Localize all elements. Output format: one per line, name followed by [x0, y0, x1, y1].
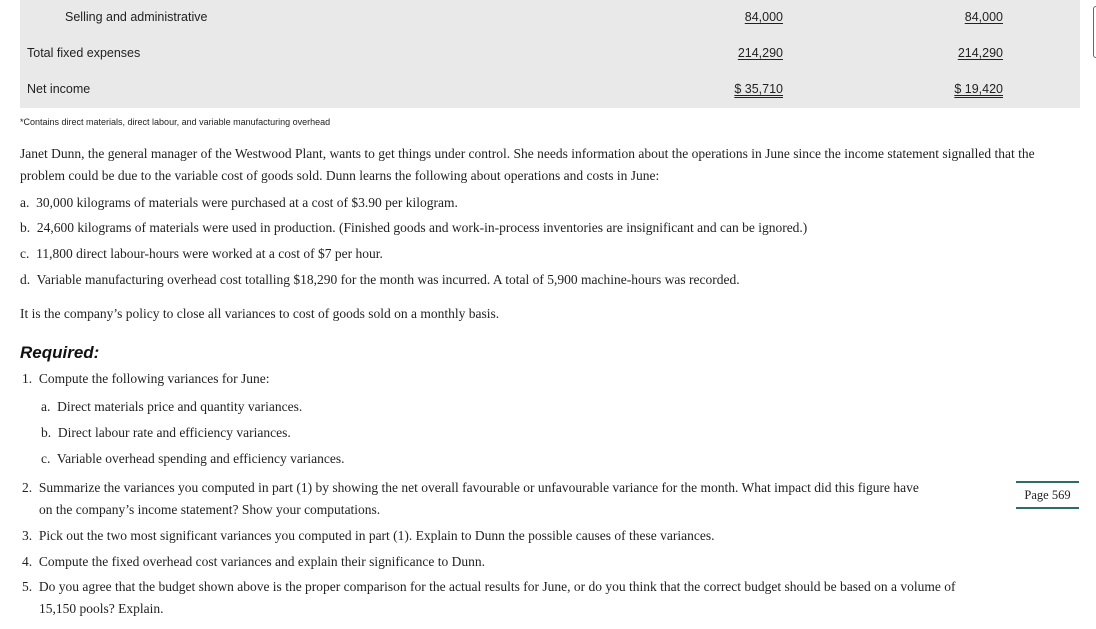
- row-value-budget: 84,000: [744, 10, 783, 24]
- item-text: 30,000 kilograms of materials were purchased at a cost of $3.90 per kilogram.: [36, 195, 458, 210]
- question-3: [22, 528, 714, 544]
- question-5: [22, 579, 956, 595]
- item-text: 24,600 kilograms of materials were used in production. (Finished goods and work-in-process inventories are insignificant and can be ignored.): [36, 220, 808, 235]
- item-text: 11,800 direct labour-hours were worked at a cost of $7 per hour.: [36, 246, 383, 261]
- question-text: Do you agree that the budget shown above is the proper comparison for the actual results for June, or do you think that the correct budget should be based on a volume of: [38, 579, 956, 594]
- question-text: Summarize the variances you computed in part (1) by showing the net overall favourable or unfavourable variance for the month. What impact did this figure have: [38, 480, 919, 495]
- row-label: Net income: [27, 82, 91, 96]
- intro-paragraph: Janet Dunn, the general manager of the Westwood Plant, wants to get things under control. She needs information about the operations in June since the income statement signalled that the problem could be due to the variable cost of goods sold. Dunn learns the following about operations and costs in June:: [20, 146, 1035, 183]
- sub-question-b: [41, 425, 291, 441]
- item-marker: a.: [20, 195, 30, 210]
- item-marker: b.: [20, 220, 31, 235]
- income-statement-table: [20, 0, 1080, 108]
- question-number: 2.: [22, 480, 33, 495]
- sub-marker: a.: [41, 399, 51, 414]
- list-item: [20, 220, 807, 236]
- question-number: 3.: [22, 528, 33, 543]
- list-item: [20, 272, 740, 288]
- policy-paragraph: It is the company’s policy to close all variances to cost of goods sold on a monthly basis.: [20, 306, 500, 321]
- table-row-net-income: [20, 72, 1080, 108]
- question-number: 4.: [22, 554, 33, 569]
- row-value-budget: 214,290: [737, 46, 783, 60]
- list-item: [20, 195, 458, 211]
- sub-text: Direct materials price and quantity variances.: [57, 399, 303, 414]
- sub-marker: b.: [41, 425, 52, 440]
- item-marker: c.: [20, 246, 30, 261]
- sub-text: Variable overhead spending and efficiency variances.: [56, 451, 345, 466]
- row-label: Selling and administrative: [65, 10, 208, 24]
- table-row-selling-admin: [20, 0, 1080, 36]
- sub-question-c: [41, 451, 345, 467]
- question-text: Compute the fixed overhead cost variances and explain their significance to Dunn.: [38, 554, 485, 569]
- question-2-continued: on the company’s income statement? Show your computations.: [39, 502, 381, 517]
- list-item: [20, 246, 383, 262]
- question-1: [22, 371, 269, 387]
- question-number: 5.: [22, 579, 33, 594]
- question-4: [22, 554, 485, 570]
- row-value-actual: 214,290: [957, 46, 1003, 60]
- question-2: [22, 480, 919, 496]
- row-label: Total fixed expenses: [27, 46, 141, 60]
- question-text: Compute the following variances for June:: [38, 371, 270, 386]
- sub-marker: c.: [41, 451, 51, 466]
- question-5-continued: 15,150 pools? Explain.: [39, 601, 164, 616]
- page-number-label: Page 569: [1016, 481, 1079, 509]
- required-heading: Required:: [20, 343, 100, 362]
- item-marker: d.: [20, 272, 31, 287]
- row-value-actual: 84,000: [964, 10, 1003, 24]
- question-number: 1.: [22, 371, 33, 386]
- table-footnote: *Contains direct materials, direct labour, and variable manufacturing overhead: [20, 117, 331, 127]
- table-row-total-fixed: [20, 36, 1080, 72]
- sub-text: Direct labour rate and efficiency variances.: [57, 425, 291, 440]
- row-value-budget: $ 35,710: [734, 82, 783, 96]
- item-text: Variable manufacturing overhead cost totalling $18,290 for the month was incurred. A total of 5,900 machine-hours was recorded.: [36, 272, 740, 287]
- row-value-actual: $ 19,420: [954, 82, 1003, 96]
- sub-question-a: [41, 399, 302, 415]
- question-text: Pick out the two most significant variances you computed in part (1). Explain to Dunn the possible causes of these variances.: [38, 528, 715, 543]
